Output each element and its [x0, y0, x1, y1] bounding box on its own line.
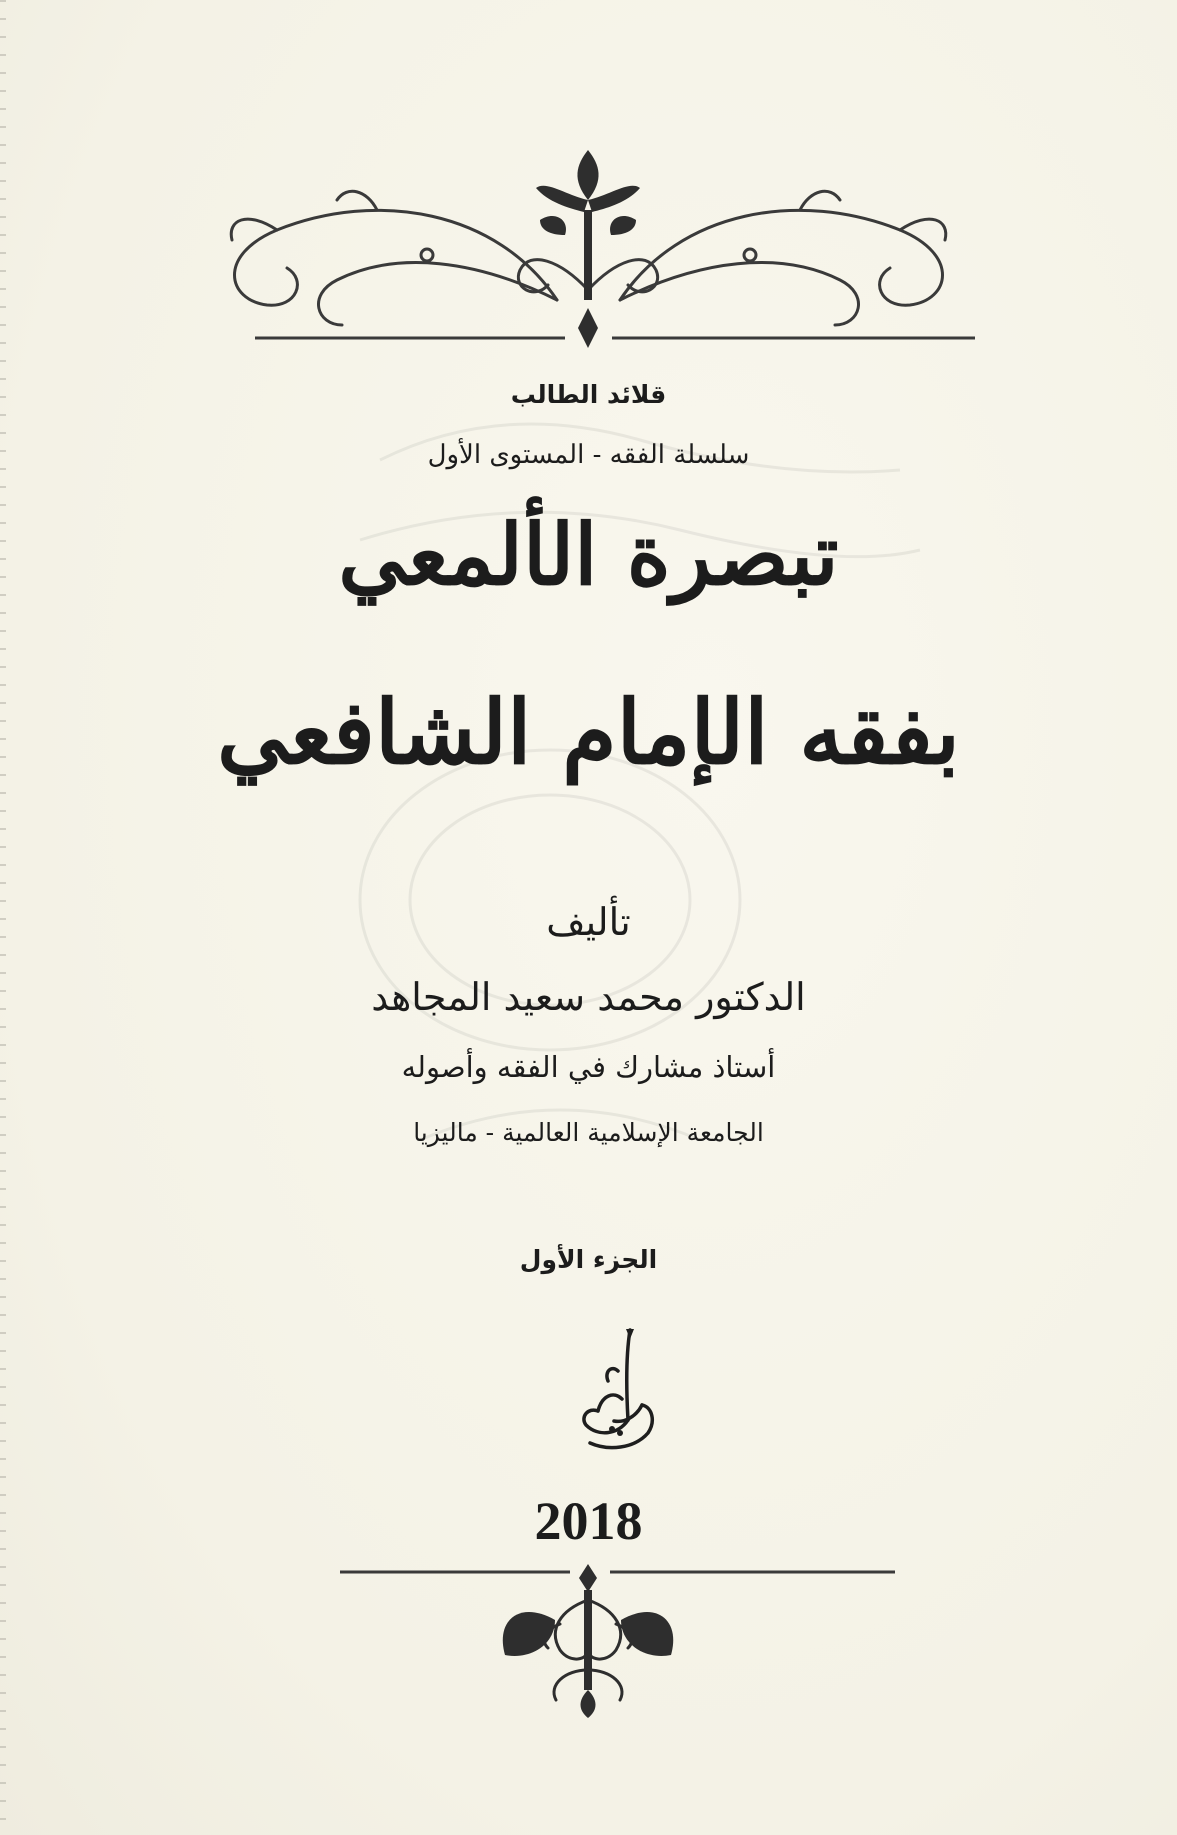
book-title-line-1: تبصرة الألمعي — [338, 505, 839, 604]
calligraphic-publisher-logo-icon — [568, 1325, 664, 1455]
author-institution: الجامعة الإسلامية العالمية - ماليزيا — [413, 1118, 764, 1147]
bottom-ornament — [0, 1560, 1177, 1720]
author-position: أستاذ مشارك في الفقه وأصوله — [401, 1050, 776, 1084]
volume-label: الجزء الأول — [519, 1245, 658, 1274]
series-subtitle: سلسلة الفقه - المستوى الأول — [427, 440, 750, 470]
floral-scroll-ornament-icon — [0, 140, 1177, 350]
top-ornament — [0, 140, 1177, 350]
publication-year: 2018 — [534, 1491, 643, 1551]
floral-fleuron-ornament-icon — [0, 1560, 1177, 1720]
series-name: قلائد الطالب — [510, 380, 667, 409]
author-name: الدكتور محمد سعيد المجاهد — [371, 975, 806, 1019]
book-title-line-2: بفقه الإمام الشافعي — [217, 680, 960, 784]
authored-by-label: تأليف — [546, 900, 631, 944]
